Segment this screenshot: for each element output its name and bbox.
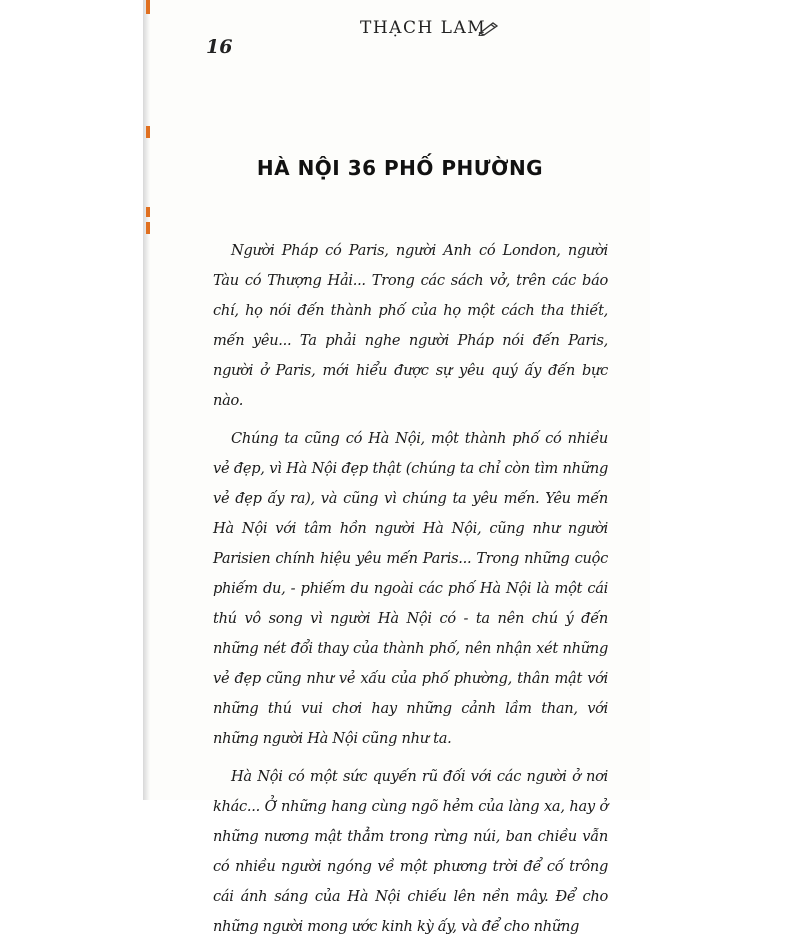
paragraph: Hà Nội có một sức quyến rũ đối với các người ở nơi khác... Ở những hang cùng ngõ hẻm của làng xa, hay ở những nương mật thẳm trong rừng núi, ban chiều vẫn có nhiều người ngóng về một phương trời để cố trông cái ánh sáng của Hà Nội chiếu lên nền mây. Để cho những người mong ước kinh kỳ ấy, và để cho những xyxy=(213,768,608,935)
page-edge xyxy=(143,0,150,800)
chapter-title: HÀ NỘI 36 PHỐ PHƯỜNG xyxy=(256,156,544,180)
paragraph: Chúng ta cũng có Hà Nội, một thành phố có nhiều vẻ đẹp, vì Hà Nội đẹp thật (chúng ta chỉ còn tìm những vẻ đẹp ấy ra), và cũng vì chúng ta yêu mến. Yêu mến Hà Nội với tâm hồn người Hà Nội, cũng như người Parisien chính hiệu yêu mến Paris... Trong những cuộc phiếm du, - phiếm du ngoài các phố Hà Nội là một cái thú vô song vì người Hà Nội có - ta nên chú ý đến những nét đổi thay của thành phố, nên nhận xét những vẻ đẹp cũng như vẻ xấu của phố phường, thân mật với những thú vui chơi hay những cảnh lầm than, với những người Hà Nội cũng như ta. xyxy=(213,430,608,747)
body-text xyxy=(213,236,608,950)
running-header: THẠCH LAM xyxy=(360,18,487,38)
edge-mark xyxy=(146,126,150,138)
edge-mark xyxy=(146,222,150,234)
edge-mark xyxy=(146,0,150,14)
pencil-icon xyxy=(478,20,500,36)
page-number: 16 xyxy=(206,36,233,58)
paragraph: Người Pháp có Paris, người Anh có London, người Tàu có Thượng Hải... Trong các sách vở, trên các báo chí, họ nói đến thành phố của họ một cách tha thiết, mến yêu... Ta phải nghe người Pháp nói đến Paris, người ở Paris, mới hiểu được sự yêu quý ấy đến bực nào. xyxy=(213,242,608,409)
edge-mark xyxy=(146,207,150,217)
